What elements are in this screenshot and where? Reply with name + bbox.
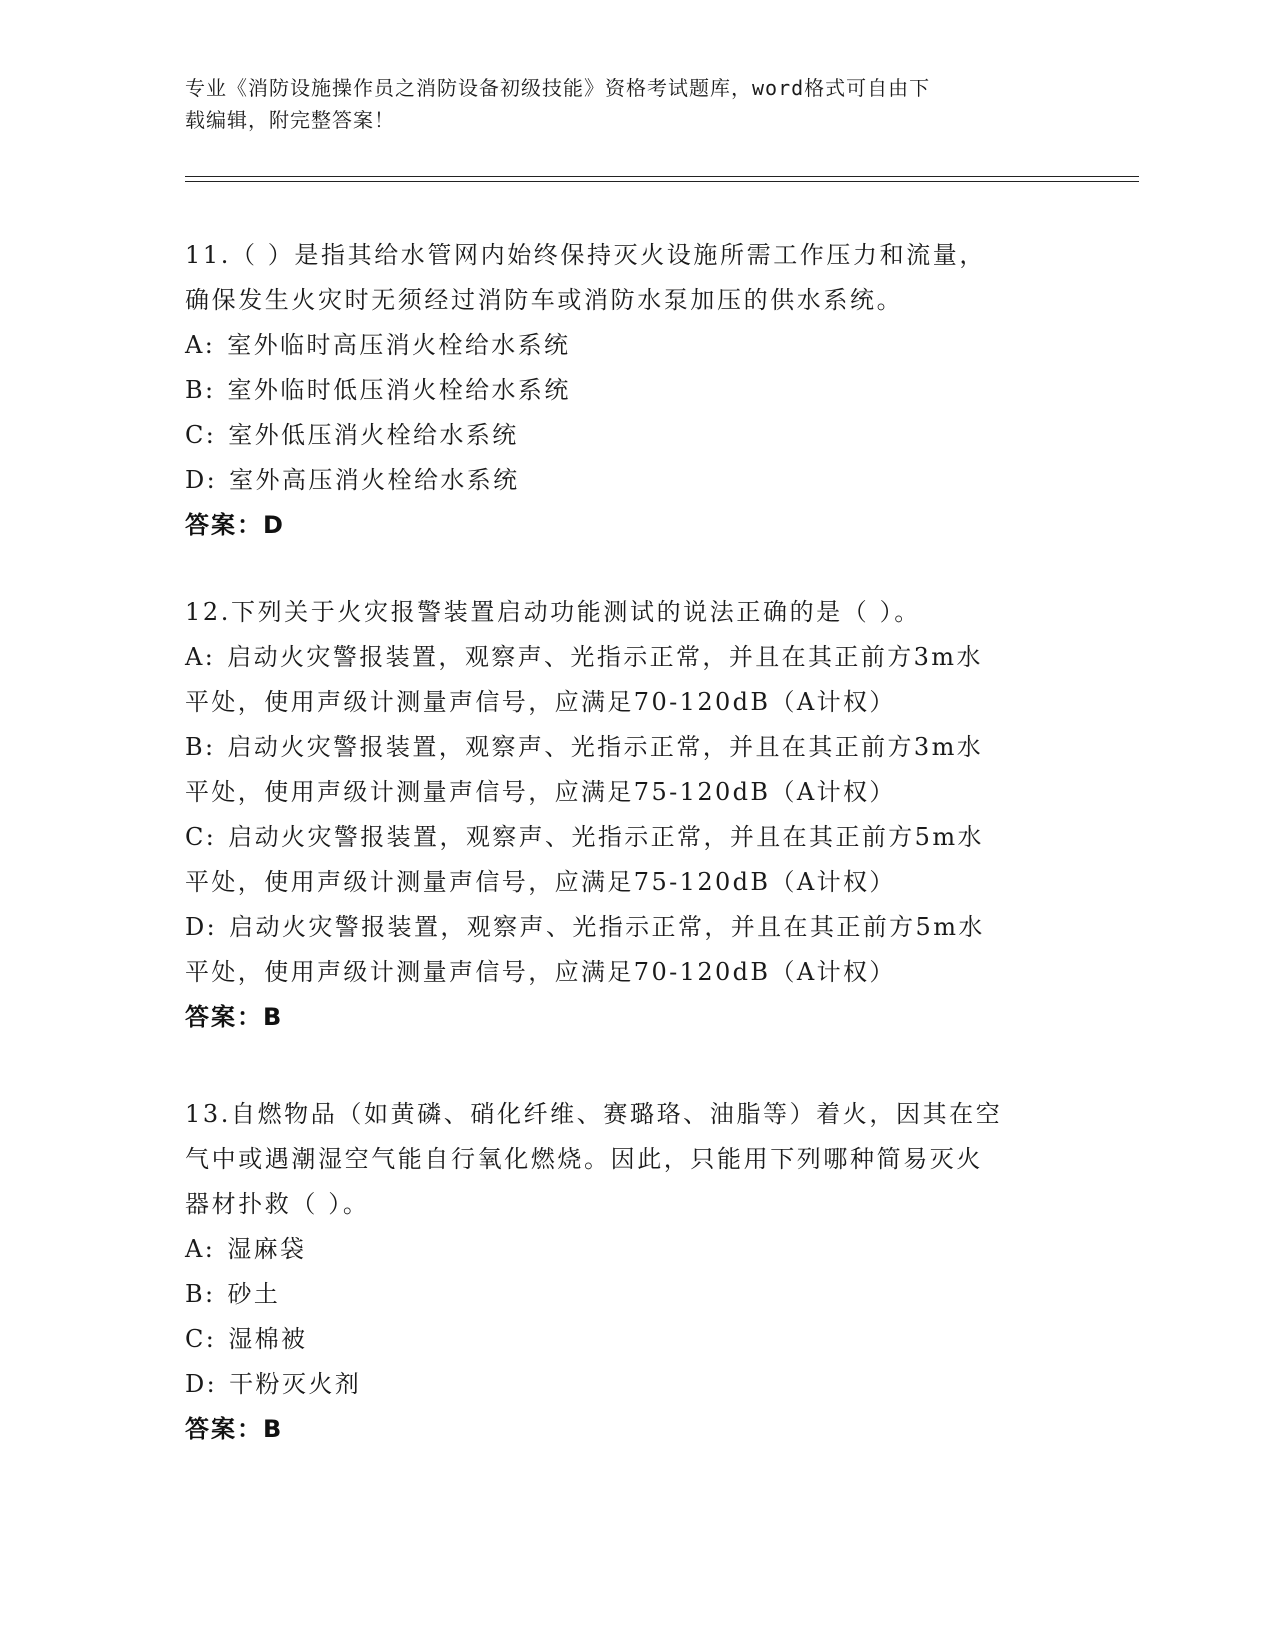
option-letter: B: [185,376,216,404]
option-d [185,1362,1085,1407]
question-stem: 器材扑救（ ）。 [185,1190,370,1218]
option-c [185,815,1085,860]
option-d-continued: 平处，使用声级计测量声信号，应满足70-120dB（A计权） [185,958,896,986]
option-letter: C: [185,1325,217,1353]
option-letter: D: [185,466,218,494]
question-stem: 气中或遇潮湿空气能自行氧化燃烧。因此，只能用下列哪种简易灭火 [185,1145,983,1173]
option-text: 室外高压消火栓给水系统 [229,466,520,494]
option-a [185,635,1085,680]
question-13 [185,1092,1085,1452]
question-12 [185,590,1085,1040]
option-letter: D: [185,1370,218,1398]
question-stem: 13.自燃物品（如黄磷、硝化纤维、赛璐珞、油脂等）着火，因其在空 [185,1100,1003,1128]
option-d [185,905,1085,950]
option-c [185,1317,1085,1362]
question-stem: 确保发生火灾时无须经过消防车或消防水泵加压的供水系统。 [185,286,904,314]
option-text: 室外临时高压消火栓给水系统 [227,331,571,359]
option-text: 砂土 [227,1280,281,1308]
option-a [185,1227,1085,1272]
option-text: 室外低压消火栓给水系统 [228,421,519,449]
question-stem: 11.（ ）是指其给水管网内始终保持灭火设施所需工作压力和流量， [185,241,986,269]
option-c-continued: 平处，使用声级计测量声信号，应满足75-120dB（A计权） [185,868,896,896]
option-text: 启动火灾警报装置，观察声、光指示正常，并且在其正前方5m水 [229,913,985,941]
option-text: 启动火灾警报装置，观察声、光指示正常，并且在其正前方5m水 [228,823,984,851]
option-text: 湿麻袋 [227,1235,307,1263]
option-letter: B: [185,1280,216,1308]
option-text: 室外临时低压消火栓给水系统 [227,376,571,404]
option-letter: C: [185,421,217,449]
option-letter: C: [185,823,217,851]
option-text: 干粉灭火剂 [229,1370,362,1398]
option-letter: A: [185,1235,216,1263]
option-letter: A: [185,643,216,671]
answer-line: 答案：B [185,1003,284,1031]
option-letter: D: [185,913,218,941]
header-line: 专业《消防设施操作员之消防设备初级技能》资格考试题库，word格式可自由下 [185,76,931,100]
option-b [185,368,1085,413]
option-text: 湿棉被 [228,1325,308,1353]
answer-line: 答案：B [185,1415,284,1443]
answer-line: 答案：D [185,511,285,539]
header-line: 载编辑，附完整答案！ [185,108,395,132]
option-a [185,323,1085,368]
header-rule [185,176,1139,177]
option-letter: B: [185,733,216,761]
option-letter: A: [185,331,216,359]
question-11 [185,233,1085,548]
option-b [185,1272,1085,1317]
option-d [185,458,1085,503]
option-text: 启动火灾警报装置，观察声、光指示正常，并且在其正前方3m水 [227,733,984,761]
option-text: 启动火灾警报装置，观察声、光指示正常，并且在其正前方3m水 [227,643,983,671]
option-b [185,725,1085,770]
option-a-continued: 平处，使用声级计测量声信号，应满足70-120dB（A计权） [185,688,896,716]
question-stem: 12.下列关于火灾报警装置启动功能测试的说法正确的是（ ）。 [185,598,921,626]
option-c [185,413,1085,458]
document-header [185,72,1065,136]
option-b-continued: 平处，使用声级计测量声信号，应满足75-120dB（A计权） [185,778,896,806]
header-rule [185,181,1139,182]
